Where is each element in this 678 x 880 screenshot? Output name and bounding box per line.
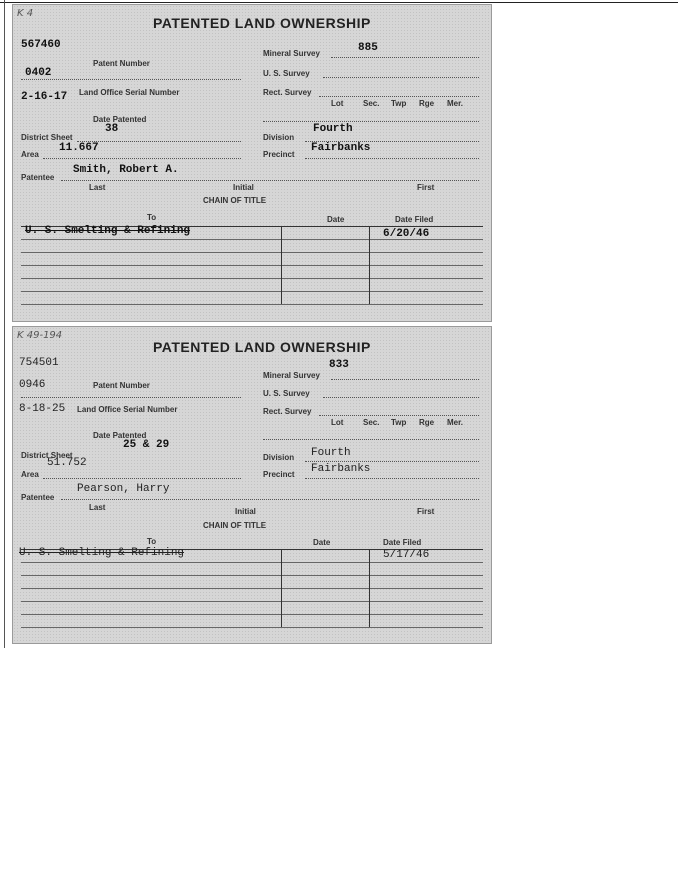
lot-label: Lot (331, 99, 344, 108)
serial-number-label: Land Office Serial Number (79, 88, 180, 97)
card-number: 754501 (19, 357, 59, 369)
division-label: Division (263, 133, 295, 142)
district-sheet-label: District Sheet (21, 451, 73, 460)
patent-number-value: 0402 (25, 67, 52, 79)
area-label: Area (21, 470, 39, 479)
card-number: 567460 (21, 39, 61, 51)
district-sheet-label: District Sheet (21, 133, 73, 142)
serial-number-label: Land Office Serial Number (77, 405, 178, 414)
rect-survey-label: Rect. Survey (263, 88, 312, 97)
date-filed-col-header: Date Filed (395, 215, 434, 224)
page-top-rule (0, 2, 678, 3)
chain-to-value: U. S. Smelting & Refining (25, 225, 191, 237)
date-col-header: Date (327, 215, 345, 224)
mineral-survey-label: Mineral Survey (263, 49, 320, 58)
chain-of-title-label: CHAIN OF TITLE (203, 196, 267, 205)
us-survey-label: U. S. Survey (263, 69, 310, 78)
patentee-value: Pearson, Harry (77, 483, 170, 495)
mer-label: Mer. (447, 99, 464, 108)
patent-number-label: Patent Number (93, 59, 150, 68)
area-label: Area (21, 150, 39, 159)
land-card-2 (12, 326, 492, 644)
precinct-label: Precinct (263, 150, 295, 159)
initial-label: Initial (233, 183, 254, 192)
sec-label: Sec. (363, 99, 380, 108)
initial-label: Initial (235, 507, 256, 516)
to-col-header: To (147, 213, 157, 222)
precinct-label: Precinct (263, 470, 295, 479)
patentee-label: Patentee (21, 493, 55, 502)
to-col-header: To (147, 537, 157, 546)
chain-date-filed-value: 6/20/46 (383, 228, 430, 240)
division-label: Division (263, 453, 295, 462)
land-card-1 (12, 4, 492, 322)
page-left-edge (4, 0, 5, 648)
twp-label: Twp (391, 418, 407, 427)
date-filed-col-header: Date Filed (383, 538, 422, 547)
chain-date-filed-value: 5/17/46 (383, 549, 430, 561)
twp-label: Twp (391, 99, 407, 108)
rge-label: Rge (419, 99, 435, 108)
division-value: Fourth (313, 123, 353, 135)
serial-number-value: 2-16-17 (21, 91, 68, 103)
patent-number-label: Patent Number (93, 381, 150, 390)
date-col-header: Date (313, 538, 331, 547)
precinct-value: Fairbanks (311, 142, 371, 154)
patentee-label: Patentee (21, 173, 55, 182)
last-label: Last (89, 503, 106, 512)
mineral-survey-value: 833 (329, 359, 349, 371)
precinct-value: Fairbanks (311, 463, 371, 475)
last-label: Last (89, 183, 106, 192)
patent-number-value: 0946 (19, 379, 46, 391)
lot-label: Lot (331, 418, 344, 427)
corner-note: K 49-194 (17, 330, 63, 341)
district-sheet-value: 38 (105, 123, 119, 135)
chain-to-value: U. S. Smelting & Refining (19, 547, 185, 559)
first-label: First (417, 183, 435, 192)
rge-label: Rge (419, 418, 435, 427)
serial-number-value: 8-18-25 (19, 403, 66, 415)
first-label: First (417, 507, 435, 516)
sec-label: Sec. (363, 418, 380, 427)
date-patented-value: 25 & 29 (123, 439, 170, 451)
mer-label: Mer. (447, 418, 464, 427)
mineral-survey-value: 885 (358, 42, 378, 54)
date-patented-label: Date Patented (93, 431, 147, 440)
us-survey-label: U. S. Survey (263, 389, 310, 398)
division-value: Fourth (311, 447, 351, 459)
chain-of-title-label: CHAIN OF TITLE (203, 521, 267, 530)
corner-note: K 4 (17, 8, 34, 19)
date-patented-label: Date Patented (93, 115, 147, 124)
patentee-value: Smith, Robert A. (73, 164, 179, 176)
area-value: 11.667 (59, 142, 99, 154)
rect-survey-label: Rect. Survey (263, 407, 312, 416)
card-title: PATENTED LAND OWNERSHIP (153, 339, 371, 355)
mineral-survey-label: Mineral Survey (263, 371, 320, 380)
card-title: PATENTED LAND OWNERSHIP (153, 15, 371, 31)
district-sheet-value: 51.752 (47, 457, 87, 469)
